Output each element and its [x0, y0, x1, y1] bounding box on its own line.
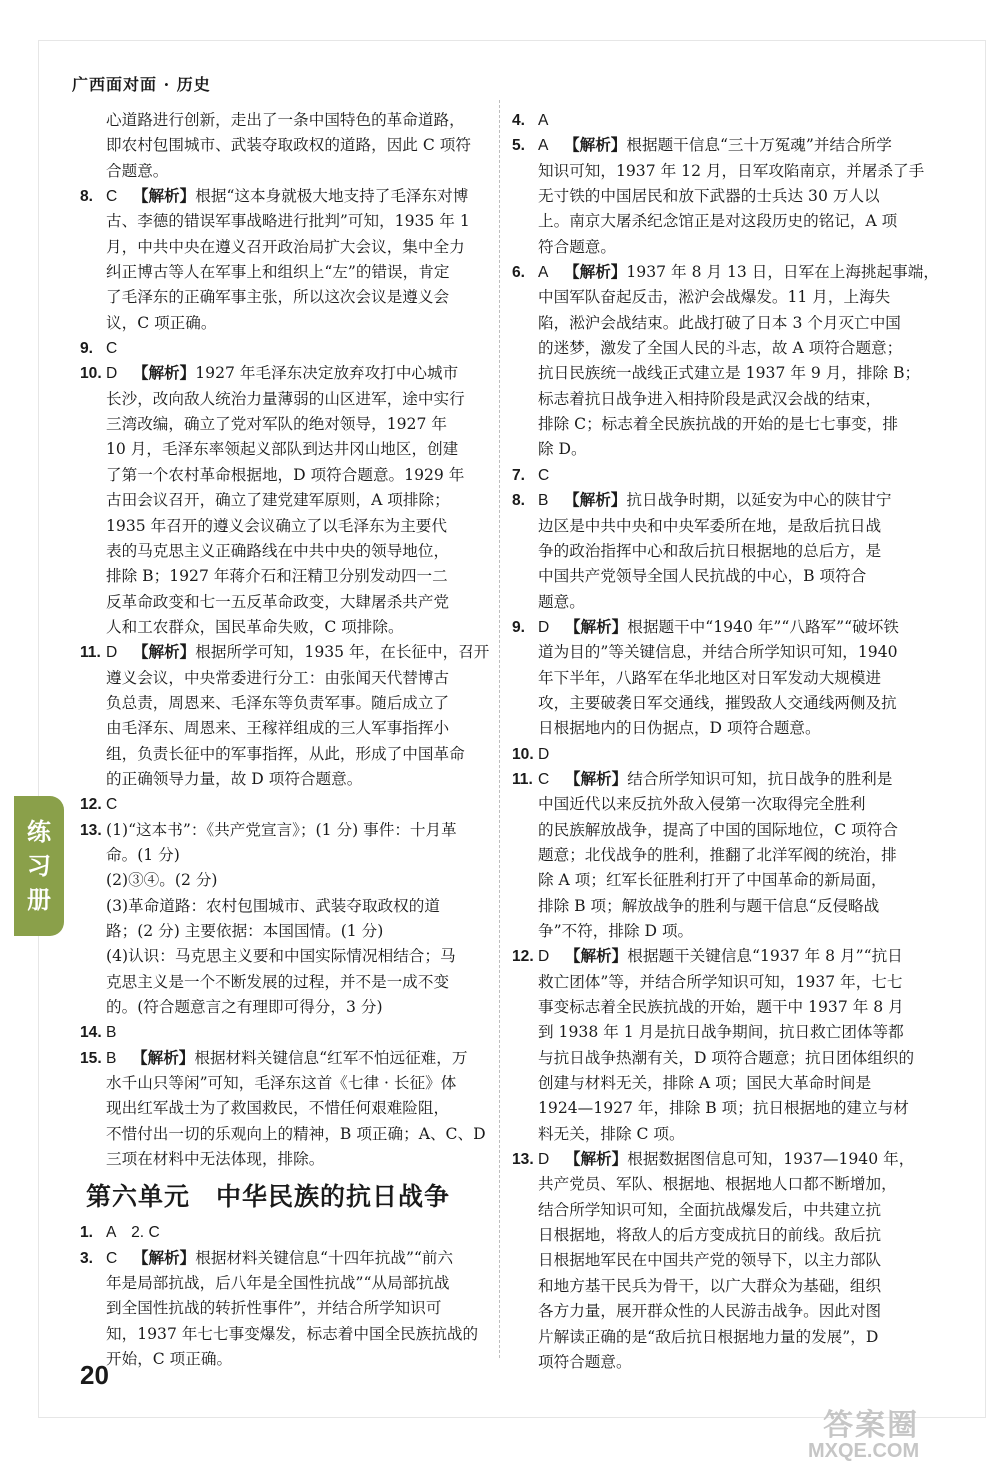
item-first-line	[106, 336, 488, 361]
item-answer: D	[538, 745, 550, 763]
item-text: 根据材料关键信息“十四年抗战”“前六	[195, 1248, 454, 1267]
item-text: 结合所学知识可知，抗日战争的胜利是	[627, 769, 893, 788]
item-text: 根据数据图信息可知，1937—1940 年，	[627, 1150, 915, 1169]
item-text-line: 道为目的”等关键信息，并结合所学知识可知，1940	[538, 643, 898, 662]
item-number: 11.	[80, 644, 101, 662]
item-answer: C	[106, 1249, 118, 1267]
side-tab-char: 练	[27, 818, 51, 846]
item-text: 抗日战争时期，以延安为中心的陕甘宁	[626, 491, 892, 510]
item-text-line: 月，中共中央在遵义召开政治局扩大会议，集中全力	[106, 237, 465, 256]
item-text-line: 三湾改编，确立了党对军队的绝对领导，1927 年	[106, 415, 447, 434]
watermark-line2: MXQE.COM	[808, 1440, 920, 1462]
answer-item	[512, 615, 932, 742]
side-tab-char: 册	[27, 886, 51, 914]
analysis-tag: 【解析】	[564, 617, 628, 636]
answer-item	[512, 1147, 932, 1375]
item-number: 7.	[512, 466, 526, 484]
item-text-line: 救亡团体”等，并结合所学知识可知，1937 年，七七	[538, 972, 903, 991]
item-text-line: 各方力量，展开群众性的人民游击战争。因此对图	[538, 1302, 882, 1321]
item-number: 6.	[512, 264, 526, 282]
item-number: 1.	[80, 1224, 94, 1242]
answer-item	[80, 184, 488, 336]
item-first-line	[538, 260, 939, 285]
item-first-line	[106, 640, 488, 665]
item-answer: B	[538, 492, 549, 510]
item-answer: D	[538, 948, 550, 966]
page-header: 广西面对面 · 历史	[72, 75, 211, 94]
item-first-line	[106, 1246, 488, 1271]
item-text-line: 组，负责长征中的军事指挥，从此，形成了中国革命	[106, 744, 465, 763]
item-text-line: 除 D。	[538, 440, 587, 459]
analysis-tag: 【解析】	[564, 263, 627, 282]
item-text-line: 排除 C；标志着全民族抗战的开始的是七七事变，排	[538, 415, 898, 434]
item-text-line: 人和工农群众，国民革命失败，C 项排除。	[106, 617, 404, 636]
answer-item	[512, 767, 932, 944]
unit-answer-list	[80, 1220, 488, 1372]
item-text-line: 标志着抗日战争进入相持阶段是武汉会战的结束，	[538, 389, 882, 408]
item-text-line: 克思主义是一个不断发展的过程，并不是一成不变	[106, 972, 450, 991]
item-text-line: 陷，淞沪会战结束。此战打破了日本 3 个月灭亡中国	[538, 313, 901, 332]
analysis-tag: 【解析】	[564, 1150, 628, 1169]
item-number: 8.	[80, 188, 94, 206]
item-text-line: 长沙，改向敌人统治力量薄弱的山区进军，途中实行	[106, 389, 465, 408]
left-column	[80, 108, 488, 1373]
item-text-line: 开始，C 项正确。	[106, 1350, 233, 1369]
item-number: 9.	[80, 340, 94, 358]
item-text-line: 议，C 项正确。	[106, 313, 217, 332]
answer-item	[512, 108, 932, 133]
analysis-tag: 【解析】	[564, 947, 628, 966]
analysis-tag: 【解析】	[132, 643, 196, 662]
item-text-line: 符合题意。	[538, 237, 616, 256]
continued-line: 即农村包围城市、武装夺取政权的道路，因此 C 项符	[106, 136, 471, 155]
item-number: 13.	[80, 821, 102, 839]
item-first-line	[106, 1046, 488, 1071]
item-first-line	[106, 184, 488, 209]
watermark-logo	[808, 1400, 919, 1463]
item-first-line	[538, 463, 932, 488]
item-text-line: 除 A 项；红军长征胜利打开了中国革命的新局面，	[538, 871, 887, 890]
item-text-line: 命。(1 分)	[106, 845, 180, 864]
item-text-line: 了毛泽东的正确军事主张，所以这次会议是遵义会	[106, 288, 450, 307]
item-number: 5.	[512, 137, 526, 155]
item-text-line: 创建与材料无关，排除 A 项；国民大革命时间是	[538, 1074, 872, 1093]
item-answer: A	[538, 112, 549, 129]
answer-item	[80, 336, 488, 361]
side-tab-char: 习	[27, 852, 51, 880]
item-text: 1927 年毛泽东决定放弃攻打中心城市	[195, 364, 459, 383]
continued-line: 合题意。	[106, 161, 169, 180]
item-text-line: 到全国性抗战的转折性事件”，并结合所学知识可	[106, 1299, 442, 1318]
watermark-line1: 答案圈	[823, 1409, 920, 1442]
item-first-line	[106, 792, 488, 817]
item-text-line: 年下半年，八路军在华北地区对日军发动大规模进	[538, 668, 882, 687]
item-text: 根据题干信息“三十万冤魂”并结合所学	[626, 136, 892, 155]
item-first-line	[106, 361, 488, 386]
item-text-line: 边区是中共中央和中央军委所在地，是敌后抗日战	[538, 516, 882, 535]
item-text-line: 10 月，毛泽东率领起义部队到达井冈山地区，创建	[106, 440, 459, 459]
item-text-line: 知，1937 年七七事变爆发，标志着中国全民族抗战的	[106, 1324, 479, 1343]
item-first-line	[538, 615, 932, 640]
item-text-line: 日根据地，将敌人的后方变成抗日的前线。敌后抗	[538, 1226, 882, 1245]
item-text-line: 与抗日战争热潮有关，D 项符合题意；抗日团体组织的	[538, 1048, 915, 1067]
item-text: 根据题干中“1940 年”“八路军”“破坏铁	[627, 617, 899, 636]
item-first-line	[106, 1220, 488, 1245]
item-text-line: 遵义会议，中央常委进行分工：由张闻天代替博古	[106, 668, 450, 687]
item-number: 12.	[80, 796, 102, 814]
item-text-line: 题意；北伐战争的胜利，推翻了北洋军阀的统治，排	[538, 845, 897, 864]
answer-item	[512, 944, 932, 1147]
item-text-line: 负总责，周恩来、毛泽东等负责军事。随后成立了	[106, 693, 450, 712]
item-text: 根据材料关键信息“红军不怕远征难，万	[194, 1048, 468, 1067]
item-answer: C	[538, 466, 550, 484]
item-text-line: 项符合题意。	[538, 1352, 632, 1371]
item-text-line: 的。(符合题意言之有理即可得分，3 分)	[106, 998, 383, 1017]
item-text-line: 知识可知，1937 年 12 月，日军攻陷南京，并屠杀了手	[538, 161, 925, 180]
item-text: 根据题干关键信息“1937 年 8 月”“抗日	[627, 947, 903, 966]
item-answer: C	[106, 188, 118, 206]
item-first-line	[538, 767, 932, 792]
item-text-line: 水千山只等闲”可知，毛泽东这首《七律 · 长征》体	[106, 1074, 457, 1093]
analysis-tag: 【解析】	[132, 1048, 195, 1067]
analysis-tag: 【解析】	[132, 364, 196, 383]
item-first-line	[106, 1020, 488, 1045]
page-number: 20	[80, 1360, 109, 1390]
right-column	[512, 108, 939, 1375]
item-text-line: 争的政治指挥中心和敌后抗日根据地的总后方，是	[538, 541, 882, 560]
item-text-line: 1924—1927 年，排除 B 项；抗日根据地的建立与材	[538, 1099, 909, 1118]
item-text-line: 料无关，排除 C 项。	[538, 1124, 685, 1143]
item-text-line: 共产党员、军队、根据地、根据地人口都不断增加，	[538, 1175, 897, 1194]
item-first-line	[538, 742, 932, 767]
item-text-line: 日根据地内的日伪据点，D 项符合题意。	[538, 719, 821, 738]
item-text-line: 1935 年召开的遵义会议确立了以毛泽东为主要代	[106, 516, 447, 535]
answer-item	[512, 742, 932, 767]
item-text-line: 争”不符，排除 D 项。	[538, 922, 694, 940]
item-number: 8.	[512, 492, 526, 510]
continued-text	[80, 108, 488, 184]
item-text-line: (4)认识：马克思主义要和中国实际情况相结合；马	[106, 947, 456, 966]
item-number: 10.	[512, 745, 534, 763]
item-answer: D	[106, 365, 118, 383]
answer-item	[512, 488, 932, 615]
item-text-line: 排除 B；1927 年蒋介石和汪精卫分别发动四一二	[106, 567, 448, 586]
item-text-line: 表的马克思主义正确路线在中共中央的领导地位，	[106, 541, 450, 560]
item-text-line: 纠正博古等人在军事上和组织上“左”的错误，肯定	[106, 263, 450, 282]
item-text-line: 排除 B 项；解放战争的胜利与题干信息“反侵略战	[538, 896, 880, 915]
answer-item	[80, 640, 488, 792]
item-text-line: 不惜付出一切的乐观向上的精神，B 项正确；A、C、D	[106, 1124, 486, 1143]
item-number: 10.	[80, 365, 102, 383]
item-text-line: 结合所学知识可知，全面抗战爆发后，中共建立抗	[538, 1200, 882, 1219]
item-text-line: 由毛泽东、周恩来、王稼祥组成的三人军事指挥小	[106, 719, 450, 738]
item-first-line	[538, 944, 932, 969]
answer-item	[80, 792, 488, 817]
item-text-line: 现出红军战士为了救国救民，不惜任何艰难险阻，	[106, 1099, 450, 1118]
item-number: 15.	[80, 1049, 102, 1067]
item-text-line: 到 1938 年 1 月是抗日战争期间，抗日救亡团体等都	[538, 1023, 904, 1042]
item-number: 13.	[512, 1151, 534, 1169]
item-text-line: 古、李德的错误军事战略进行批判”可知，1935 年 1	[106, 212, 470, 231]
item-text-line: 片解读正确的是“敌后抗日根据地力量的发展”，D	[538, 1327, 879, 1346]
item-text-line: 中国共产党领导全国人民抗战的中心，B 项符合	[538, 567, 867, 586]
item-answer: B	[106, 1024, 117, 1042]
item-text-line: (3)革命道路：农村包围城市、武装夺取政权的道	[106, 896, 440, 915]
item-text-line: 中国近代以来反抗外敌入侵第一次取得完全胜利	[538, 795, 866, 814]
analysis-tag: 【解析】	[564, 491, 627, 510]
answer-item	[512, 463, 932, 488]
item-number: 12.	[512, 948, 534, 966]
item-number: 11.	[512, 770, 533, 788]
item-text-line: 三项在材料中无法体现，排除。	[106, 1150, 325, 1169]
answer-item	[512, 260, 939, 463]
item-text-line: 的正确领导力量，故 D 项符合题意。	[106, 769, 363, 788]
unit-title: 第六单元 中华民族的抗日战争	[86, 1182, 451, 1212]
item-answer: C	[538, 770, 550, 788]
answer-item	[80, 818, 488, 1021]
item-text-line: 和地方基干民兵为骨干，以广大群众为基础，组织	[538, 1276, 882, 1295]
item-text-line: 上。南京大屠杀纪念馆正是对这段历史的铭记，A 项	[538, 212, 898, 231]
item-first-line	[538, 108, 932, 133]
item-answer: A	[538, 137, 549, 155]
item-answer: D	[106, 644, 118, 662]
item-text: 根据“这本身就极大地支持了毛泽东对博	[195, 187, 469, 206]
item-text-line: 的民族解放战争，提高了中国的国际地位，C 项符合	[538, 820, 898, 839]
answer-item	[80, 361, 488, 640]
side-tab-exercise-book	[14, 796, 64, 936]
item-number: 4.	[512, 112, 526, 129]
item-text-line: (1)“这本书”：《共产党宣言》；(1 分) 事件：十月革	[106, 820, 457, 839]
item-text-line: 题意。	[538, 592, 585, 611]
item-text-line: 的迷梦，激发了全国人民的斗志，故 A 项符合题意；	[538, 339, 903, 358]
item-answer: A	[538, 264, 549, 282]
item-text-line: 反革命政变和七一五反革命政变，大肆屠杀共产党	[106, 592, 450, 611]
column-divider	[499, 100, 500, 1358]
item-answer: C	[106, 796, 118, 814]
analysis-tag: 【解析】	[564, 769, 628, 788]
answer-item	[80, 1246, 488, 1373]
analysis-tag: 【解析】	[132, 187, 196, 206]
item-text-line: 事变标志着全民族抗战的开始，题干中 1937 年 8 月	[538, 998, 904, 1017]
answer-item	[80, 1020, 488, 1045]
analysis-tag: 【解析】	[132, 1248, 196, 1267]
item-text-line: 中国军队奋起反击，淞沪会战爆发。11 月，上海失	[538, 288, 891, 307]
answer-item	[512, 133, 932, 260]
item-first-line	[538, 488, 932, 513]
item-number: 3.	[80, 1249, 94, 1267]
item-text-line: 日根据地军民在中国共产党的领导下，以主力部队	[538, 1251, 882, 1270]
item-text-line: 了第一个农村革命根据地，D 项符合题意。1929 年	[106, 465, 465, 484]
item-text-line: 路；(2 分) 主要依据：本国国情。(1 分)	[106, 922, 384, 940]
item-answer: D	[538, 1151, 550, 1169]
item-text: 根据所学可知，1935 年，在长征中，召开	[195, 643, 490, 662]
item-text-line: 年是局部抗战，后八年是全国性抗战”“从局部抗战	[106, 1274, 450, 1293]
answer-item	[80, 1046, 488, 1173]
item-answer: D	[538, 618, 550, 636]
right-answer-list	[512, 108, 939, 1375]
item-text-line: 无寸铁的中国居民和放下武器的士兵达 30 万人以	[538, 187, 880, 206]
item-answer: A 2. C	[106, 1224, 160, 1242]
item-answer: B	[106, 1049, 117, 1067]
item-text-line: (2)③④。(2 分)	[106, 871, 218, 890]
item-text-line: 攻，主要破袭日军交通线，摧毁敌人交通线两侧及抗	[538, 693, 897, 712]
analysis-tag: 【解析】	[564, 136, 627, 155]
item-number: 9.	[512, 618, 526, 636]
item-first-line	[538, 133, 932, 158]
continued-line: 心道路进行创新，走出了一条中国特色的革命道路，	[106, 111, 465, 129]
item-number: 14.	[80, 1024, 102, 1042]
item-first-line	[538, 1147, 932, 1172]
answer-item	[80, 1220, 488, 1245]
item-answer: C	[106, 340, 118, 358]
item-text-line: 抗日民族统一战线正式建立是 1937 年 9 月，排除 B；	[538, 364, 921, 383]
item-text-line: 古田会议召开，确立了建党建军原则，A 项排除；	[106, 491, 450, 510]
left-answer-list	[80, 184, 488, 1172]
item-text: 1937 年 8 月 13 日，日军在上海挑起事端，	[626, 263, 939, 282]
